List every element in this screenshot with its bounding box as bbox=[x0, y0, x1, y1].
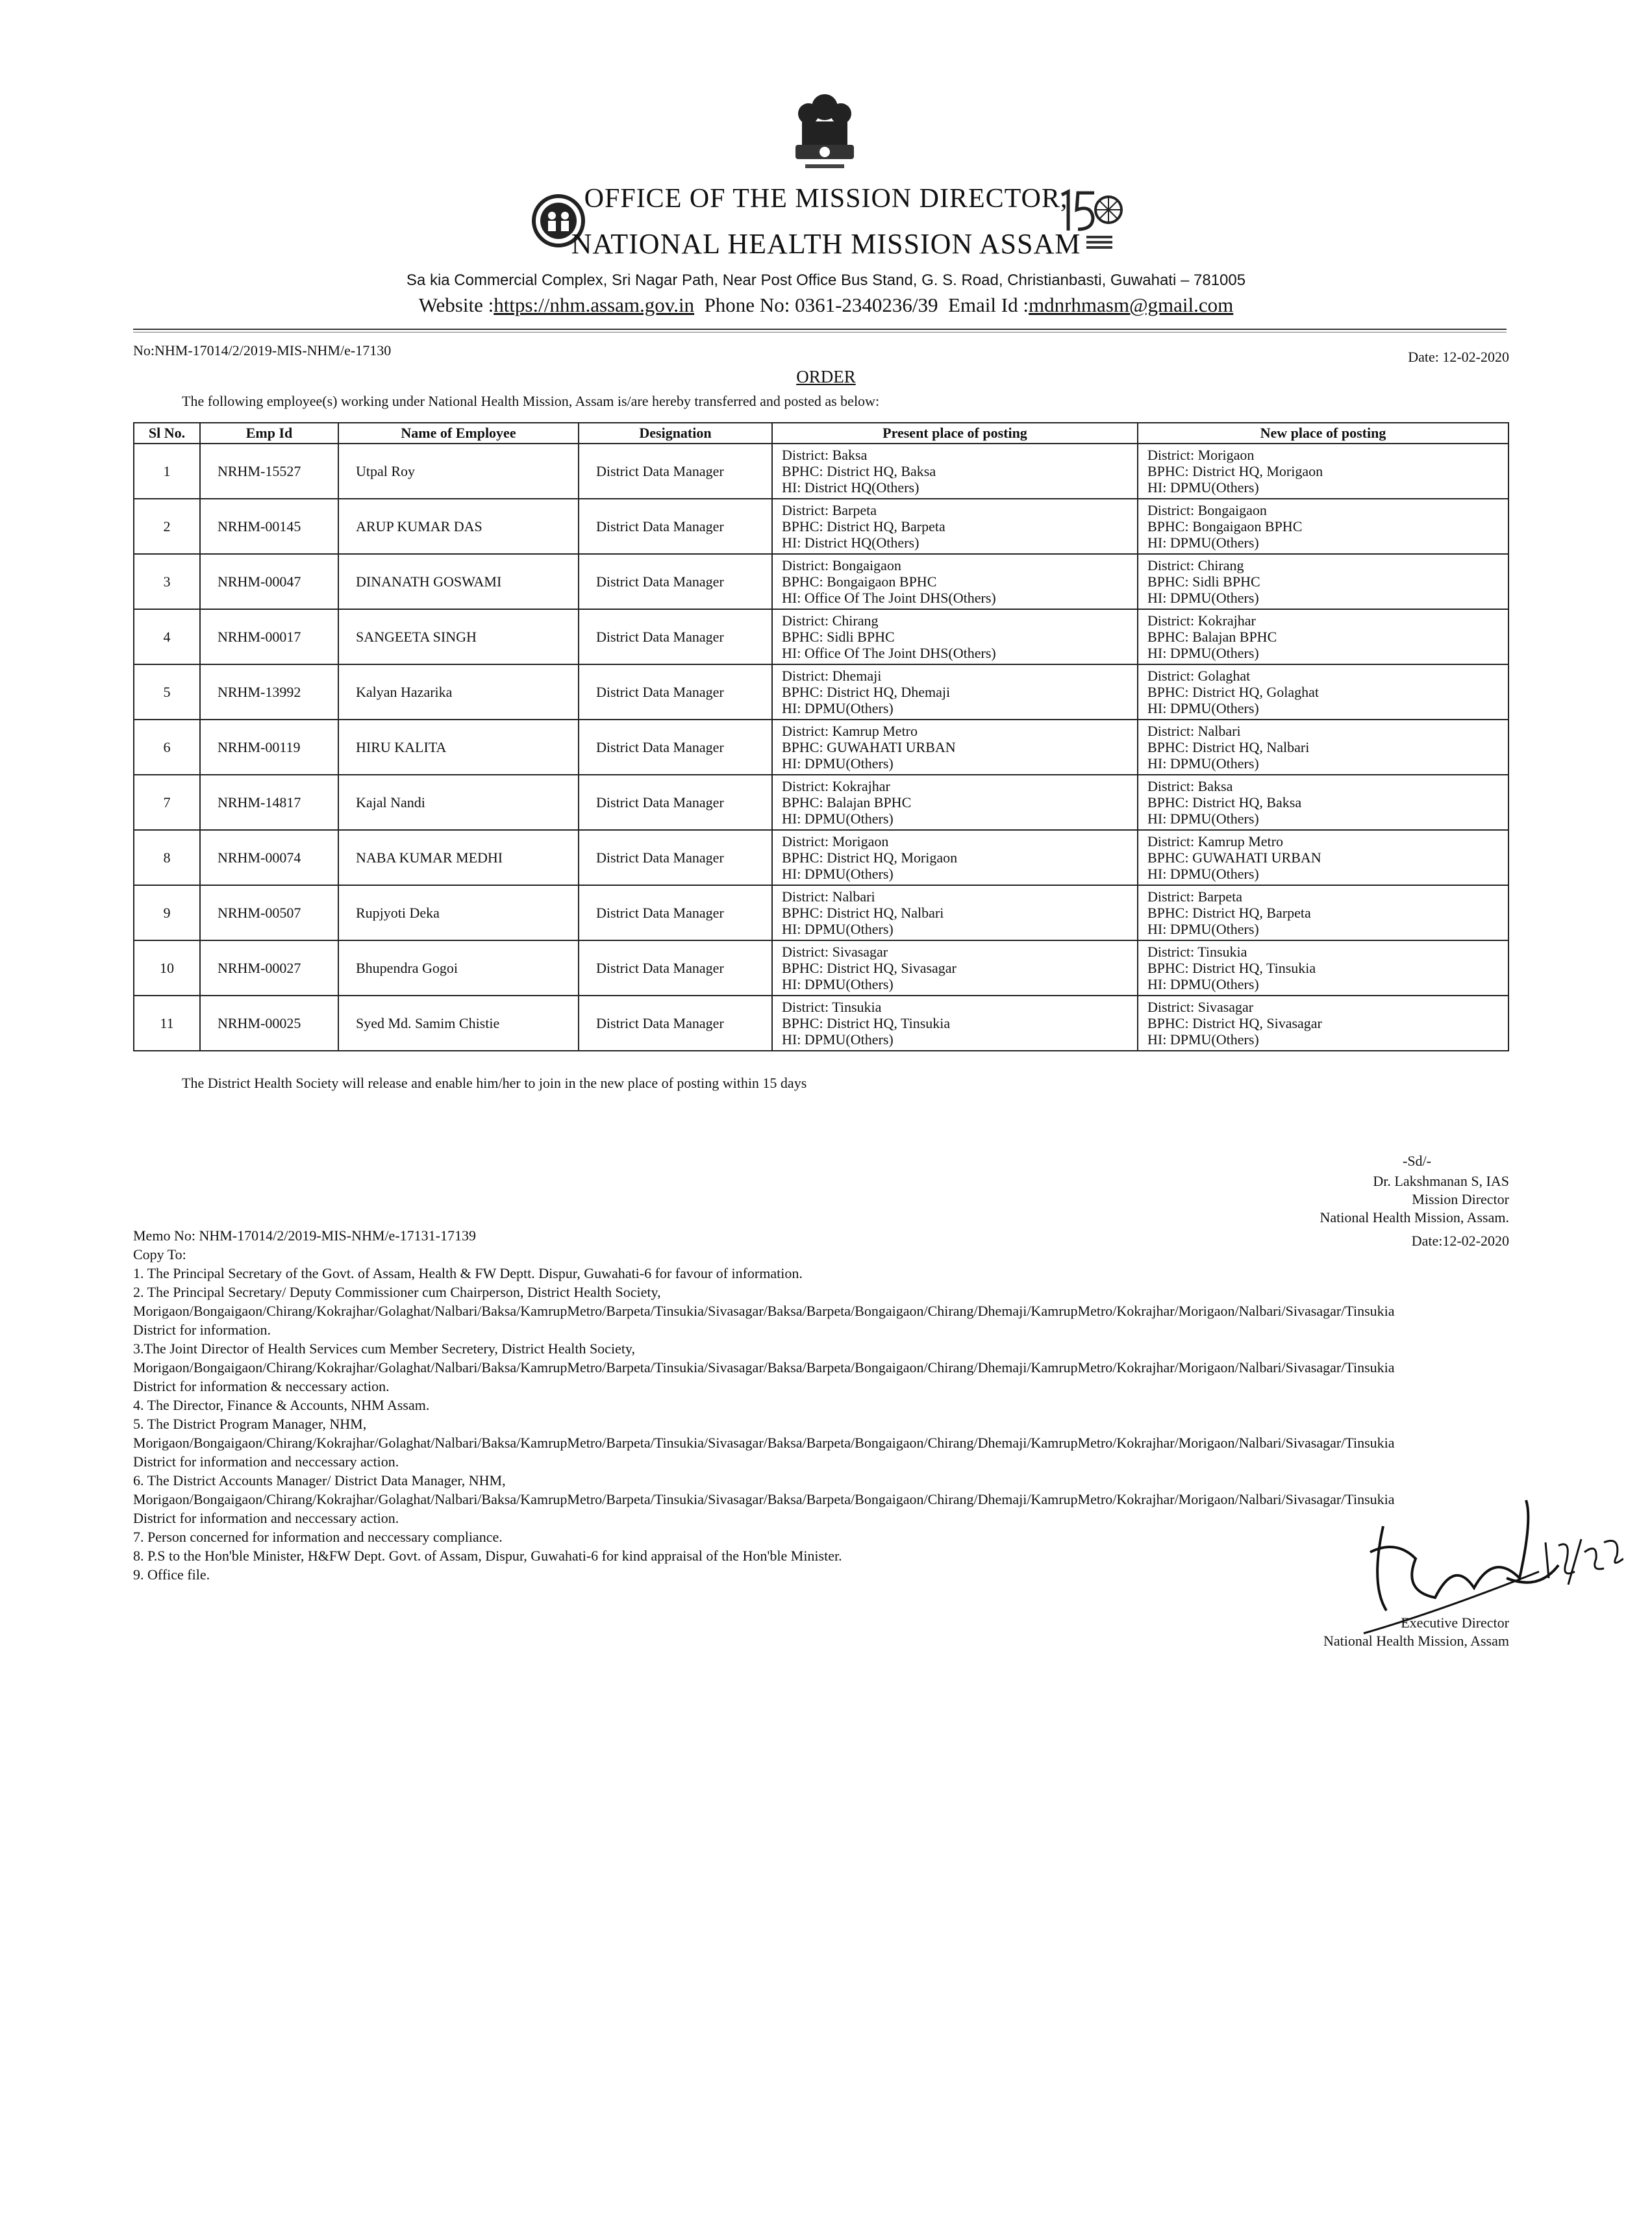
contact-line bbox=[0, 294, 1652, 317]
copy-to-line: District for information. bbox=[133, 1322, 271, 1338]
column-header-name: Name of Employee bbox=[338, 423, 579, 444]
copy-to-line: District for information and neccessary action. bbox=[133, 1510, 399, 1526]
cell-sl-no: 11 bbox=[134, 996, 200, 1051]
posting-line: District: Kokrajhar bbox=[1147, 612, 1256, 629]
order-intro: The following employee(s) working under National Health Mission, Assam is/are hereby transferred and posted as below: bbox=[182, 393, 880, 409]
posting-line: District: Barpeta bbox=[782, 502, 877, 518]
cell-present-posting bbox=[772, 664, 1138, 720]
posting-line: HI: DPMU(Others) bbox=[1147, 810, 1259, 827]
posting-line: HI: DPMU(Others) bbox=[782, 755, 894, 772]
posting-line: HI: DPMU(Others) bbox=[1147, 755, 1259, 772]
cell-present-posting bbox=[772, 885, 1138, 940]
cell-emp-id: NRHM-00507 bbox=[200, 885, 338, 940]
cell-present-posting bbox=[772, 996, 1138, 1051]
signatory-block bbox=[1320, 1172, 1509, 1227]
cell-present-posting bbox=[772, 940, 1138, 996]
posting-line: BPHC: District HQ, Morigaon bbox=[1147, 463, 1323, 479]
column-header-new-posting: New place of posting bbox=[1138, 423, 1508, 444]
cell-present-posting bbox=[772, 499, 1138, 554]
organization-title: NATIONAL HEALTH MISSION ASSAM bbox=[571, 228, 1081, 260]
cell-new-posting bbox=[1138, 554, 1508, 609]
cell-sl-no: 7 bbox=[134, 775, 200, 830]
posting-line: BPHC: Sidli BPHC bbox=[782, 629, 895, 645]
office-title: OFFICE OF THE MISSION DIRECTOR, bbox=[584, 184, 1068, 214]
phone-number: Phone No: 0361-2340236/39 bbox=[704, 294, 938, 316]
table-row bbox=[134, 664, 1508, 720]
copy-to-line: District for information & neccessary action. bbox=[133, 1378, 390, 1394]
cell-emp-id: NRHM-00119 bbox=[200, 720, 338, 775]
posting-line: HI: DPMU(Others) bbox=[1147, 479, 1259, 496]
cell-employee-name: Utpal Roy bbox=[338, 444, 579, 499]
order-heading: ORDER bbox=[796, 367, 856, 386]
copy-to-line: 4. The Director, Finance & Accounts, NHM Assam. bbox=[133, 1397, 430, 1413]
header-divider bbox=[133, 329, 1507, 333]
table-row bbox=[134, 775, 1508, 830]
posting-line: BPHC: District HQ, Nalbari bbox=[782, 905, 944, 921]
state-emblem-icon bbox=[782, 88, 867, 179]
copy-to-line: 8. P.S to the Hon'ble Minister, H&FW Dept. Govt. of Assam, Dispur, Guwahati-6 for kind appraisal of the Hon'ble Minister. bbox=[133, 1548, 842, 1564]
copy-to-line: 2. The Principal Secretary/ Deputy Commissioner cum Chairperson, District Health Society, bbox=[133, 1284, 661, 1300]
cell-emp-id: NRHM-00025 bbox=[200, 996, 338, 1051]
posting-line: BPHC: District HQ, Tinsukia bbox=[782, 1015, 951, 1031]
posting-line: District: Sivasagar bbox=[1147, 999, 1254, 1015]
cell-designation: District Data Manager bbox=[579, 885, 772, 940]
cell-new-posting bbox=[1138, 775, 1508, 830]
cell-new-posting bbox=[1138, 996, 1508, 1051]
cell-emp-id: NRHM-00027 bbox=[200, 940, 338, 996]
cell-sl-no: 3 bbox=[134, 554, 200, 609]
cell-designation: District Data Manager bbox=[579, 940, 772, 996]
memo-number: Memo No: NHM-17014/2/2019-MIS-NHM/e-17131-17139 bbox=[133, 1227, 476, 1244]
posting-line: District: Baksa bbox=[1147, 778, 1233, 794]
posting-line: HI: DPMU(Others) bbox=[782, 810, 894, 827]
posting-line: HI: District HQ(Others) bbox=[782, 534, 920, 551]
order-date: Date: 12-02-2020 bbox=[1408, 349, 1509, 365]
copy-to-line: 9. Office file. bbox=[133, 1566, 210, 1583]
posting-line: BPHC: District HQ, Nalbari bbox=[1147, 739, 1310, 755]
executive-block bbox=[1323, 1614, 1509, 1650]
cell-employee-name: Bhupendra Gogoi bbox=[338, 940, 579, 996]
cell-new-posting bbox=[1138, 940, 1508, 996]
posting-line: HI: DPMU(Others) bbox=[1147, 534, 1259, 551]
posting-line: District: Chirang bbox=[1147, 557, 1244, 573]
column-header-present-posting: Present place of posting bbox=[772, 423, 1138, 444]
copy-to-line: Morigaon/Bongaigaon/Chirang/Kokrajhar/Golaghat/Nalbari/Baksa/KamrupMetro/Barpeta/Tinsukia/Sivasagar/Baksa/Barpeta/Bongaigaon/Chirang/Dhemaji/KamrupMetro/Kokrajhar/Morigaon/Nalbari/Sivasagar/Tinsukia bbox=[133, 1303, 1395, 1319]
table-row bbox=[134, 996, 1508, 1051]
website-link[interactable]: https://nhm.assam.gov.in bbox=[494, 294, 695, 316]
cell-present-posting bbox=[772, 720, 1138, 775]
copy-to-line: 3.The Joint Director of Health Services cum Member Secretery, District Health Society, bbox=[133, 1340, 636, 1357]
table-row bbox=[134, 444, 1508, 499]
posting-line: District: Tinsukia bbox=[1147, 944, 1247, 960]
executive-designation: Executive Director bbox=[1401, 1614, 1509, 1631]
posting-line: BPHC: Bongaigaon BPHC bbox=[782, 573, 937, 590]
posting-line: District: Kokrajhar bbox=[782, 778, 890, 794]
cell-new-posting bbox=[1138, 609, 1508, 664]
cell-sl-no: 10 bbox=[134, 940, 200, 996]
cell-employee-name: Kalyan Hazarika bbox=[338, 664, 579, 720]
copy-to-line: 7. Person concerned for information and neccessary compliance. bbox=[133, 1529, 503, 1545]
copy-to-line: Morigaon/Bongaigaon/Chirang/Kokrajhar/Golaghat/Nalbari/Baksa/KamrupMetro/Barpeta/Tinsukia/Sivasagar/Baksa/Barpeta/Bongaigaon/Chirang/Dhemaji/KamrupMetro/Kokrajhar/Morigaon/Nalbari/Sivasagar/Tinsukia bbox=[133, 1491, 1395, 1507]
memo-block bbox=[133, 1226, 1516, 1584]
cell-new-posting bbox=[1138, 885, 1508, 940]
posting-line: BPHC: Bongaigaon BPHC bbox=[1147, 518, 1303, 534]
posting-line: District: Baksa bbox=[782, 447, 868, 463]
executive-organization: National Health Mission, Assam bbox=[1323, 1633, 1509, 1649]
cell-designation: District Data Manager bbox=[579, 830, 772, 885]
copy-to-line: 6. The District Accounts Manager/ District Data Manager, NHM, bbox=[133, 1472, 506, 1489]
posting-line: BPHC: GUWAHATI URBAN bbox=[1147, 849, 1321, 866]
cell-sl-no: 2 bbox=[134, 499, 200, 554]
cell-designation: District Data Manager bbox=[579, 554, 772, 609]
posting-line: BPHC: District HQ, Barpeta bbox=[782, 518, 945, 534]
website-label: Website : bbox=[418, 294, 494, 316]
table-row bbox=[134, 720, 1508, 775]
cell-employee-name: Syed Md. Samim Chistie bbox=[338, 996, 579, 1051]
email-label: Email Id : bbox=[948, 294, 1029, 316]
cell-present-posting bbox=[772, 830, 1138, 885]
column-header-designation: Designation bbox=[579, 423, 772, 444]
cell-emp-id: NRHM-14817 bbox=[200, 775, 338, 830]
cell-emp-id: NRHM-15527 bbox=[200, 444, 338, 499]
cell-sl-no: 6 bbox=[134, 720, 200, 775]
signatory-designation: Mission Director bbox=[1412, 1191, 1509, 1207]
cell-employee-name: NABA KUMAR MEDHI bbox=[338, 830, 579, 885]
table-header-row bbox=[134, 423, 1508, 444]
posting-line: HI: DPMU(Others) bbox=[1147, 1031, 1259, 1048]
cell-present-posting bbox=[772, 775, 1138, 830]
posting-line: HI: DPMU(Others) bbox=[1147, 645, 1259, 661]
posting-line: HI: District HQ(Others) bbox=[782, 479, 920, 496]
posting-line: BPHC: District HQ, Tinsukia bbox=[1147, 960, 1316, 976]
cell-designation: District Data Manager bbox=[579, 664, 772, 720]
posting-line: District: Nalbari bbox=[1147, 723, 1241, 739]
posting-line: District: Kamrup Metro bbox=[1147, 833, 1283, 849]
table-row bbox=[134, 499, 1508, 554]
cell-employee-name: ARUP KUMAR DAS bbox=[338, 499, 579, 554]
cell-emp-id: NRHM-00017 bbox=[200, 609, 338, 664]
cell-employee-name: SANGEETA SINGH bbox=[338, 609, 579, 664]
cell-employee-name: HIRU KALITA bbox=[338, 720, 579, 775]
cell-sl-no: 4 bbox=[134, 609, 200, 664]
cell-present-posting bbox=[772, 444, 1138, 499]
posting-line: District: Kamrup Metro bbox=[782, 723, 918, 739]
copy-to-line: 1. The Principal Secretary of the Govt. of Assam, Health & FW Deptt. Dispur, Guwahati-6 for favour of information. bbox=[133, 1265, 803, 1281]
posting-line: District: Dhemaji bbox=[782, 668, 882, 684]
posting-line: District: Morigaon bbox=[782, 833, 889, 849]
cell-employee-name: DINANATH GOSWAMI bbox=[338, 554, 579, 609]
cell-designation: District Data Manager bbox=[579, 775, 772, 830]
posting-line: HI: Office Of The Joint DHS(Others) bbox=[782, 645, 996, 661]
posting-line: HI: Office Of The Joint DHS(Others) bbox=[782, 590, 996, 606]
cell-emp-id: NRHM-00074 bbox=[200, 830, 338, 885]
memo-date: Date:12-02-2020 bbox=[1411, 1233, 1509, 1249]
posting-line: HI: DPMU(Others) bbox=[782, 866, 894, 882]
cell-sl-no: 1 bbox=[134, 444, 200, 499]
posting-line: District: Chirang bbox=[782, 612, 879, 629]
posting-line: District: Bongaigaon bbox=[1147, 502, 1267, 518]
table-row bbox=[134, 554, 1508, 609]
cell-designation: District Data Manager bbox=[579, 609, 772, 664]
cell-sl-no: 9 bbox=[134, 885, 200, 940]
table-row bbox=[134, 609, 1508, 664]
email-link[interactable]: mdnrhmasm@gmail.com bbox=[1028, 294, 1234, 316]
posting-line: HI: DPMU(Others) bbox=[1147, 590, 1259, 606]
posting-line: District: Morigaon bbox=[1147, 447, 1255, 463]
posting-line: BPHC: Sidli BPHC bbox=[1147, 573, 1260, 590]
copy-to-line: 5. The District Program Manager, NHM, bbox=[133, 1416, 367, 1432]
table-body bbox=[134, 444, 1508, 1051]
posting-line: HI: DPMU(Others) bbox=[1147, 976, 1259, 992]
posting-line: BPHC: District HQ, Barpeta bbox=[1147, 905, 1311, 921]
posting-line: BPHC: Balajan BPHC bbox=[782, 794, 912, 810]
posting-line: HI: DPMU(Others) bbox=[782, 1031, 894, 1048]
posting-line: HI: DPMU(Others) bbox=[782, 921, 894, 937]
cell-employee-name: Kajal Nandi bbox=[338, 775, 579, 830]
copy-to-list bbox=[133, 1264, 1516, 1584]
table-row bbox=[134, 885, 1508, 940]
posting-line: BPHC: District HQ, Baksa bbox=[782, 463, 936, 479]
signatory-organization: National Health Mission, Assam. bbox=[1320, 1209, 1509, 1225]
table-row bbox=[134, 940, 1508, 996]
posting-line: BPHC: District HQ, Sivasagar bbox=[782, 960, 957, 976]
column-header-emp-id: Emp Id bbox=[200, 423, 338, 444]
release-note: The District Health Society will release and enable him/her to join in the new place of posting within 15 days bbox=[182, 1075, 807, 1091]
posting-line: District: Sivasagar bbox=[782, 944, 888, 960]
cell-sl-no: 5 bbox=[134, 664, 200, 720]
posting-line: District: Golaghat bbox=[1147, 668, 1251, 684]
transfer-table bbox=[133, 422, 1509, 1051]
cell-sl-no: 8 bbox=[134, 830, 200, 885]
cell-designation: District Data Manager bbox=[579, 499, 772, 554]
posting-line: BPHC: Balajan BPHC bbox=[1147, 629, 1277, 645]
cell-emp-id: NRHM-00047 bbox=[200, 554, 338, 609]
posting-line: HI: DPMU(Others) bbox=[782, 976, 894, 992]
copy-to-line: Morigaon/Bongaigaon/Chirang/Kokrajhar/Golaghat/Nalbari/Baksa/KamrupMetro/Barpeta/Tinsukia/Sivasagar/Baksa/Barpeta/Bongaigaon/Chirang/Dhemaji/KamrupMetro/Kokrajhar/Morigaon/Nalbari/Sivasagar/Tinsukia bbox=[133, 1435, 1395, 1451]
signed-mark: -Sd/- bbox=[1403, 1153, 1431, 1169]
posting-line: BPHC: District HQ, Dhemaji bbox=[782, 684, 951, 700]
posting-line: BPHC: District HQ, Sivasagar bbox=[1147, 1015, 1322, 1031]
posting-line: District: Tinsukia bbox=[782, 999, 882, 1015]
posting-line: HI: DPMU(Others) bbox=[782, 700, 894, 716]
posting-line: District: Nalbari bbox=[782, 888, 875, 905]
order-number: No:NHM-17014/2/2019-MIS-NHM/e-17130 bbox=[133, 342, 392, 358]
cell-new-posting bbox=[1138, 499, 1508, 554]
cell-employee-name: Rupjyoti Deka bbox=[338, 885, 579, 940]
cell-new-posting bbox=[1138, 664, 1508, 720]
cell-new-posting bbox=[1138, 720, 1508, 775]
copy-to-line: Morigaon/Bongaigaon/Chirang/Kokrajhar/Golaghat/Nalbari/Baksa/KamrupMetro/Barpeta/Tinsukia/Sivasagar/Baksa/Barpeta/Bongaigaon/Chirang/Dhemaji/KamrupMetro/Kokrajhar/Morigaon/Nalbari/Sivasagar/Tinsukia bbox=[133, 1359, 1395, 1376]
copy-to-label: Copy To: bbox=[133, 1246, 186, 1262]
cell-present-posting bbox=[772, 609, 1138, 664]
cell-present-posting bbox=[772, 554, 1138, 609]
posting-line: BPHC: District HQ, Baksa bbox=[1147, 794, 1302, 810]
cell-emp-id: NRHM-00145 bbox=[200, 499, 338, 554]
posting-line: BPHC: GUWAHATI URBAN bbox=[782, 739, 956, 755]
posting-line: District: Barpeta bbox=[1147, 888, 1243, 905]
office-address: Sa kia Commercial Complex, Sri Nagar Path, Near Post Office Bus Stand, G. S. Road, Christianbasti, Guwahati – 781005 bbox=[406, 271, 1246, 289]
cell-new-posting bbox=[1138, 830, 1508, 885]
posting-line: BPHC: District HQ, Morigaon bbox=[782, 849, 958, 866]
cell-designation: District Data Manager bbox=[579, 996, 772, 1051]
column-header-sl-no: Sl No. bbox=[134, 423, 200, 444]
posting-line: HI: DPMU(Others) bbox=[1147, 921, 1259, 937]
cell-new-posting bbox=[1138, 444, 1508, 499]
posting-line: HI: DPMU(Others) bbox=[1147, 866, 1259, 882]
posting-line: BPHC: District HQ, Golaghat bbox=[1147, 684, 1319, 700]
cell-emp-id: NRHM-13992 bbox=[200, 664, 338, 720]
cell-designation: District Data Manager bbox=[579, 444, 772, 499]
posting-line: District: Bongaigaon bbox=[782, 557, 901, 573]
signatory-name: Dr. Lakshmanan S, IAS bbox=[1373, 1173, 1509, 1189]
table-row bbox=[134, 830, 1508, 885]
copy-to-line: District for information and neccessary action. bbox=[133, 1453, 399, 1470]
cell-designation: District Data Manager bbox=[579, 720, 772, 775]
posting-line: HI: DPMU(Others) bbox=[1147, 700, 1259, 716]
